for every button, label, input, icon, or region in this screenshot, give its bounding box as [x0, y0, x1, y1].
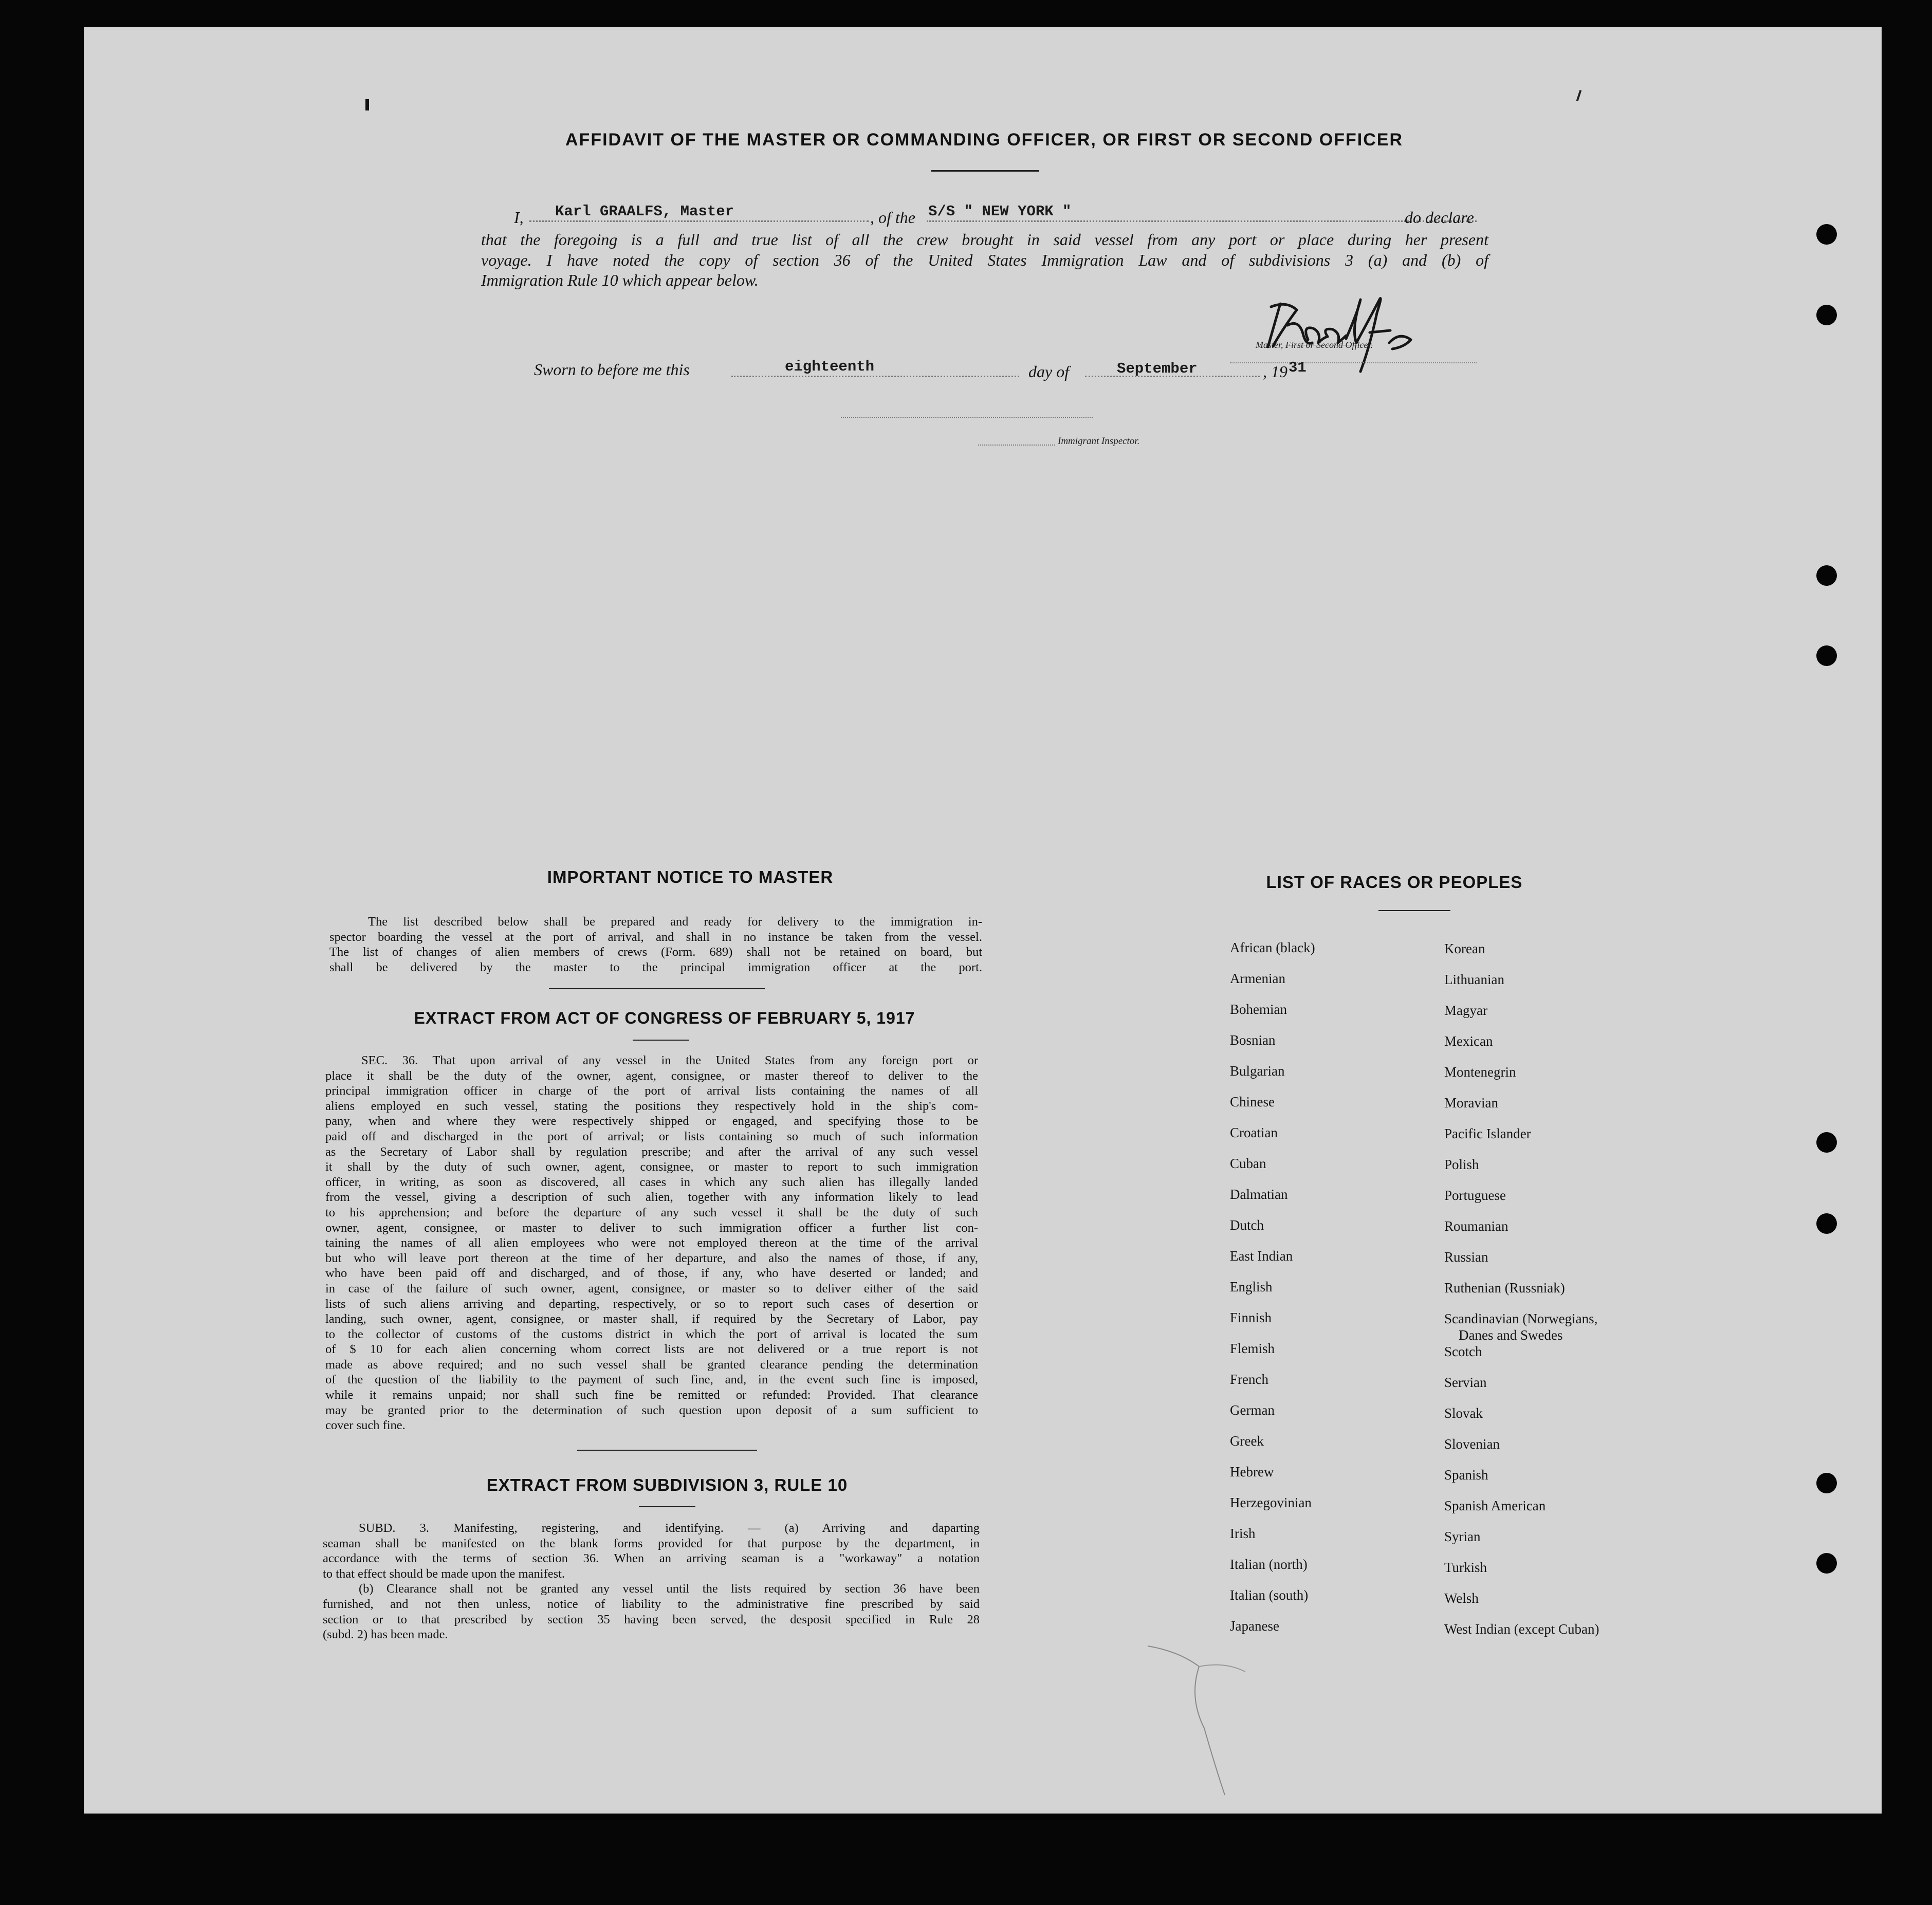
signature-caption-master: Master,	[1256, 340, 1283, 350]
extract-act-line: in case of the failure of such owner, agent, consignee, or master so to deliver either of the said	[325, 1281, 978, 1296]
extract-act-line: as the Secretary of Labor shall by regulation prescribe; and after the arrival of any such vessel	[325, 1144, 978, 1159]
notice-line: spector boarding the vessel at the port of arrival, and shall in no instance be taken from the vessel.	[329, 930, 982, 944]
inspector-caption: Immigrant Inspector.	[1058, 436, 1140, 447]
vessel-name: S/S " NEW YORK "	[928, 203, 1072, 220]
sworn-day-line	[731, 376, 1019, 377]
extract-act-line: principal immigration officer in charge of the port of arrival lists containing the names of all	[325, 1084, 978, 1098]
sworn-label: Sworn to before me this	[534, 360, 690, 379]
race-entry: Mexican	[1444, 1033, 1493, 1049]
races-title: LIST OF RACES OR PEOPLES	[1266, 873, 1523, 892]
race-entry: Japanese	[1230, 1618, 1279, 1634]
binder-hole	[1816, 1553, 1837, 1574]
race-entry: Scotch	[1444, 1344, 1482, 1359]
extract-act-line: who have been paid off and discharged, and of those, if any, who have deserted or landed; and	[325, 1266, 978, 1281]
extract-act-line: may be granted prior to the determination of such question upon deposit of a sum sufficient to	[325, 1403, 978, 1417]
binder-hole	[1816, 305, 1837, 325]
title-underline	[633, 1040, 689, 1041]
race-entry: East Indian	[1230, 1248, 1293, 1264]
affidavit-body-line: Immigration Rule 10 which appear below.	[481, 271, 759, 289]
race-entry: Syrian	[1444, 1529, 1481, 1544]
extract-act-line: made as above required; and no such vessel shall be granted clearance pending the determination	[325, 1357, 978, 1372]
extract-rule-line: SUBD. 3. Manifesting, registering, and identifying. — (a) Arriving and daparting	[359, 1521, 980, 1535]
race-entry: Croatian	[1230, 1125, 1278, 1140]
race-entry: Pacific Islander	[1444, 1126, 1531, 1141]
binder-hole	[1816, 224, 1837, 245]
race-entry: German	[1230, 1402, 1275, 1418]
race-entry: Bohemian	[1230, 1002, 1287, 1017]
extract-act-line: of the question of the liability to the payment of such fine, and, in the event such fine is imposed,	[325, 1373, 978, 1387]
year-suffix: 31	[1289, 359, 1307, 376]
extract-act-line: aliens employed en such vessel, stating the positions they respectively hold in the ship's com-	[325, 1099, 978, 1113]
extract-act-line: paid off and discharged in the port of arrival; or lists containing so much of such information	[325, 1129, 978, 1143]
race-entry: Montenegrin	[1444, 1064, 1516, 1080]
extract-rule-line: (subd. 2) has been made.	[323, 1627, 448, 1642]
extract-act-line: from the vessel, giving a description of such alien, together with any information likely to lead	[325, 1190, 978, 1205]
document-page	[84, 27, 1882, 1814]
stray-mark	[1576, 90, 1582, 101]
extract-rule-line: seaman shall be manifested on the blank forms provided for that purpose by the department, in	[323, 1536, 980, 1550]
extract-act-line: but who will leave port thereon at the time of her departure, and also the names of those, if any,	[325, 1251, 978, 1265]
inspector-line-upper	[841, 417, 1093, 418]
of-the-label: , of the	[870, 208, 915, 227]
extract-rule-body	[323, 1521, 980, 1642]
signature-caption	[1256, 340, 1373, 350]
race-entry: Scandinavian (Norwegians,	[1444, 1311, 1598, 1326]
race-entry: Lithuanian	[1444, 972, 1504, 987]
master-name: Karl GRAALFS, Master	[555, 203, 734, 220]
race-entry: Dalmatian	[1230, 1187, 1288, 1202]
race-entry: Welsh	[1444, 1590, 1479, 1606]
race-entry: Russian	[1444, 1249, 1488, 1265]
extract-act-line: place it shall be the duty of the owner, agent, consignee, or master thereof to deliver to the	[325, 1068, 978, 1083]
race-entry: West Indian (except Cuban)	[1444, 1621, 1599, 1637]
race-entry: Italian (north)	[1230, 1557, 1308, 1572]
race-entry: Dutch	[1230, 1217, 1264, 1233]
race-entry: Cuban	[1230, 1156, 1266, 1171]
declare-label: do declare	[1405, 208, 1474, 227]
extract-act-line: while it remains unpaid; nor shall such fine be remitted or refunded: Provided. That clearance	[325, 1388, 978, 1402]
extract-act-line: officer, in writing, as soon as discovered, all cases in which any such alien has illegally landed	[325, 1175, 978, 1189]
extract-act-line: SEC. 36. That upon arrival of any vessel in the United States from any foreign port or	[361, 1053, 978, 1067]
extract-rule-line: accordance with the terms of section 36. When an arriving seaman is a "workaway" a notation	[323, 1551, 980, 1566]
notice-line: The list described below shall be prepared and ready for delivery to the immigration in-	[368, 915, 982, 929]
race-entry: Armenian	[1230, 971, 1285, 986]
extract-act-line: taining the names of all alien employees who were not employed thereon at the time of the arrival	[325, 1236, 978, 1250]
race-entry: Chinese	[1230, 1094, 1275, 1109]
race-entry: Slovenian	[1444, 1436, 1500, 1452]
race-entry: Italian (south)	[1230, 1587, 1309, 1603]
extract-rule-line: (b) Clearance shall not be granted any vessel until the lists required by section 36 have been	[359, 1582, 980, 1596]
race-entry: Finnish	[1230, 1310, 1272, 1325]
binder-hole	[1816, 645, 1837, 666]
race-entry: Roumanian	[1444, 1218, 1508, 1234]
extract-act-line: pany, when and where they were respectively shipped or engaged, and specifying those to be	[325, 1114, 978, 1129]
race-entry: Moravian	[1444, 1095, 1498, 1111]
stray-mark	[365, 99, 369, 110]
extract-act-line: lists of such aliens arriving and departing, respectively, or so to report such cases of desertion or	[325, 1297, 978, 1311]
race-entry: Portuguese	[1444, 1188, 1506, 1203]
race-entry: African (black)	[1230, 940, 1315, 955]
race-entry: Flemish	[1230, 1341, 1275, 1356]
year-prefix: , 19	[1263, 362, 1287, 381]
affidavit-body-line: voyage. I have noted the copy of section 36 of the United States Immigration Law and of subdivisions 3 (a) and (b) of	[481, 251, 1488, 269]
race-entry: Korean	[1444, 941, 1485, 956]
race-entry: Herzegovinian	[1230, 1495, 1312, 1510]
binder-hole	[1816, 1473, 1837, 1493]
extract-act-line: to his apprehension; and before the departure of any such vessel it shall be the duty of such	[325, 1205, 978, 1219]
i-label: I,	[514, 208, 524, 227]
race-entry: Bosnian	[1230, 1032, 1276, 1048]
binder-hole	[1816, 1213, 1837, 1234]
day-of-label: day of	[1028, 362, 1070, 381]
race-entry: Turkish	[1444, 1560, 1487, 1575]
sworn-day: eighteenth	[785, 358, 875, 375]
extract-rule-line: section or to that prescribed by section 35 having been served, the desposit specified in Rule 28	[323, 1612, 980, 1626]
title-underline	[931, 170, 1039, 172]
race-entry: Irish	[1230, 1526, 1256, 1541]
race-entry: Hebrew	[1230, 1464, 1274, 1479]
notice-body	[329, 914, 982, 975]
race-entry: Slovak	[1444, 1405, 1483, 1421]
race-entry: Magyar	[1444, 1003, 1487, 1018]
binder-hole	[1816, 565, 1837, 586]
extract-rule-title: EXTRACT FROM SUBDIVISION 3, RULE 10	[486, 1475, 848, 1494]
race-entry: Spanish	[1444, 1467, 1488, 1483]
affidavit-title: AFFIDAVIT OF THE MASTER OR COMMANDING OFFICER, OR FIRST OR SECOND OFFICER	[565, 130, 1403, 150]
extract-act-line: it shall by the duty of such owner, agent, consignee, or master to report to such immigration	[325, 1160, 978, 1174]
binder-hole	[1816, 1132, 1837, 1153]
race-entry: Spanish American	[1444, 1498, 1546, 1513]
title-underline	[639, 1506, 695, 1507]
inspector-line	[978, 445, 1055, 446]
extract-act-line: landing, such owner, agent, consignee, or master shall, if required by the Secretary of Labor, pay	[325, 1312, 978, 1326]
extract-rule-line: furnished, and not then unless, notice of liability to the administrative fine prescribed by said	[323, 1597, 980, 1611]
section-divider	[549, 988, 765, 989]
race-entry: Bulgarian	[1230, 1063, 1285, 1079]
signature-caption-struck: First or Second Officer.	[1285, 340, 1373, 350]
section-divider	[577, 1450, 757, 1451]
title-underline	[1378, 910, 1450, 911]
race-entry: Ruthenian (Russniak)	[1444, 1280, 1565, 1296]
master-name-line	[529, 220, 869, 222]
extract-act-title: EXTRACT FROM ACT OF CONGRESS OF FEBRUARY 5, 1917	[414, 1009, 915, 1027]
extract-act-line: to the collector of customs of the customs district in which the port of arrival is located the sum	[325, 1327, 978, 1341]
race-entry: Polish	[1444, 1157, 1479, 1172]
affidavit-body-line: that the foregoing is a full and true list of all the crew brought in said vessel from any port or place during her present	[481, 230, 1488, 249]
extract-act-line: of $ 10 for each alien concerning whom correct lists are not delivered or a true report is not	[325, 1342, 978, 1357]
notice-line: The list of changes of alien members of crews (Form. 689) shall not be retained on board, but	[329, 945, 982, 959]
race-entry: Greek	[1230, 1433, 1264, 1449]
notice-title: IMPORTANT NOTICE TO MASTER	[547, 867, 834, 886]
race-entry: Servian	[1444, 1375, 1487, 1390]
race-entry: English	[1230, 1279, 1273, 1294]
extract-act-line: owner, agent, consignee, or master to deliver to such immigration officer a further list con-	[325, 1220, 978, 1235]
race-entry: French	[1230, 1372, 1268, 1387]
vessel-line	[927, 220, 1477, 222]
pencil-mark	[1137, 1636, 1271, 1800]
extract-rule-line: to that effect should be made upon the manifest.	[323, 1566, 565, 1581]
sworn-month: September	[1117, 360, 1198, 377]
extract-act-line: cover such fine.	[325, 1418, 406, 1433]
notice-line: shall be delivered by the master to the principal immigration officer at the port.	[329, 960, 982, 974]
extract-act-body	[325, 1053, 978, 1433]
race-entry: Danes and Swedes	[1459, 1327, 1563, 1343]
